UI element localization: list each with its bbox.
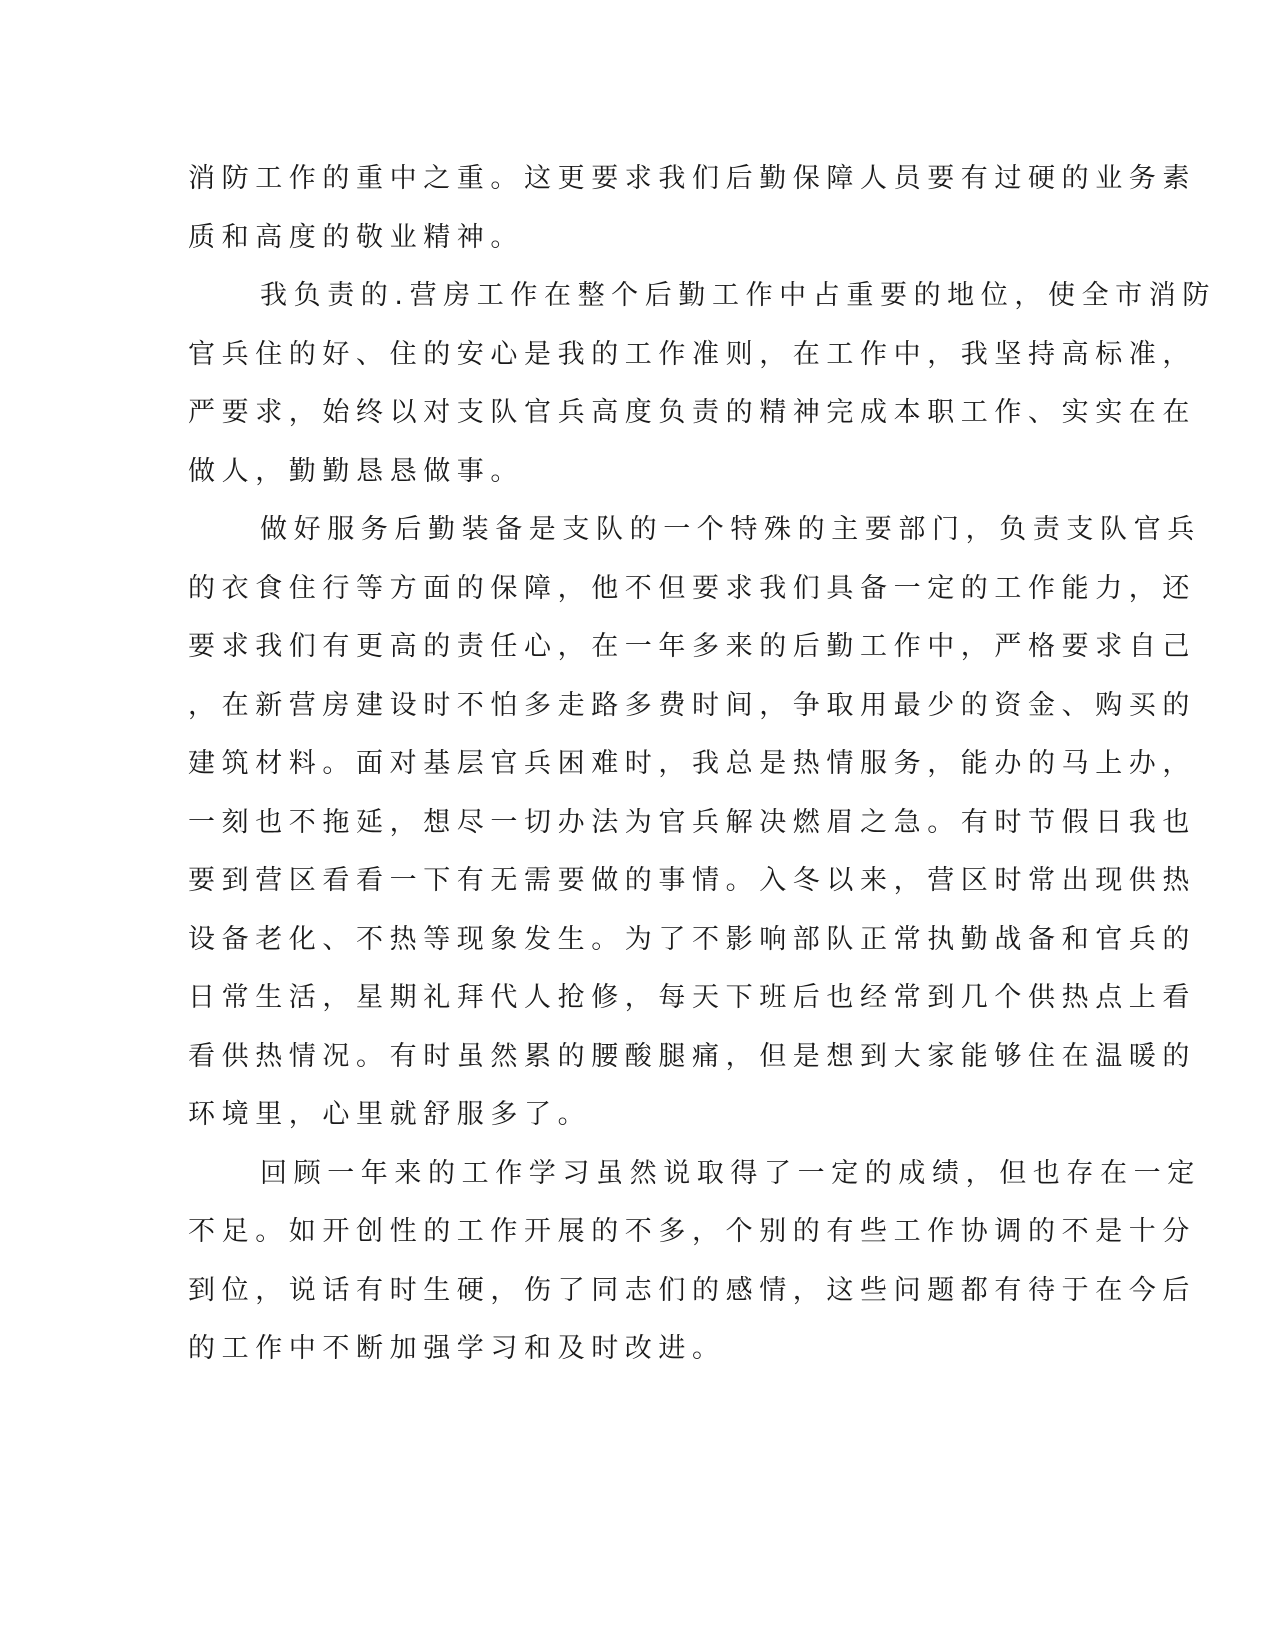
text-line: 官兵住的好、住的安心是我的工作准则，在工作中，我坚持高标准，: [188, 338, 1196, 370]
text-line: 设备老化、不热等现象发生。为了不影响部队正常执勤战备和官兵的: [188, 923, 1196, 955]
text-line: 消防工作的重中之重。这更要求我们后勤保障人员要有过硬的业务素: [188, 163, 1196, 194]
text-line: 不足。如开创性的工作开展的不多，个别的有些工作协调的不是十分: [188, 1216, 1196, 1247]
document-body: [188, 150, 1216, 1379]
text-line: 看供热情况。有时虽然累的腰酸腿痛，但是想到大家能够住在温暖的: [188, 1040, 1196, 1072]
text-line: 质和高度的敬业精神。: [188, 221, 524, 253]
text-line: 日常生活，星期礼拜代人抢修，每天下班后也经常到几个供热点上看: [188, 982, 1196, 1013]
text-line: 严要求，始终以对支队官兵高度负责的精神完成本职工作、实实在在: [188, 397, 1196, 428]
text-line: 的工作中不断加强学习和及时改进。: [188, 1333, 726, 1364]
text-line: 环境里，心里就舒服多了。: [188, 1099, 592, 1130]
text-line: 要求我们有更高的责任心，在一年多来的后勤工作中，严格要求自己: [188, 631, 1196, 662]
text-line: 到位，说话有时生硬，伤了同志们的感情，这些问题都有待于在今后: [188, 1274, 1196, 1306]
text-line: 的衣食住行等方面的保障，他不但要求我们具备一定的工作能力，还: [188, 572, 1196, 604]
paragraph-first-line: 做好服务后勤装备是支队的一个特殊的主要部门，负责支队官兵: [260, 514, 1201, 545]
text-line: 做人，勤勤恳恳做事。: [188, 455, 524, 487]
text-line: 建筑材料。面对基层官兵困难时，我总是热情服务，能办的马上办，: [188, 748, 1196, 779]
text-line: 要到营区看看一下有无需要做的事情。入冬以来，营区时常出现供热: [188, 865, 1196, 896]
text-line: 一刻也不拖延，想尽一切办法为官兵解决燃眉之急。有时节假日我也: [188, 806, 1196, 838]
text-line: ，在新营房建设时不怕多走路多费时间，争取用最少的资金、购买的: [188, 689, 1196, 721]
paragraph-first-line: 回顾一年来的工作学习虽然说取得了一定的成绩，但也存在一定: [260, 1157, 1201, 1189]
paragraph-first-line: 我负责的.营房工作在整个后勤工作中占重要的地位，使全市消防: [260, 280, 1216, 311]
